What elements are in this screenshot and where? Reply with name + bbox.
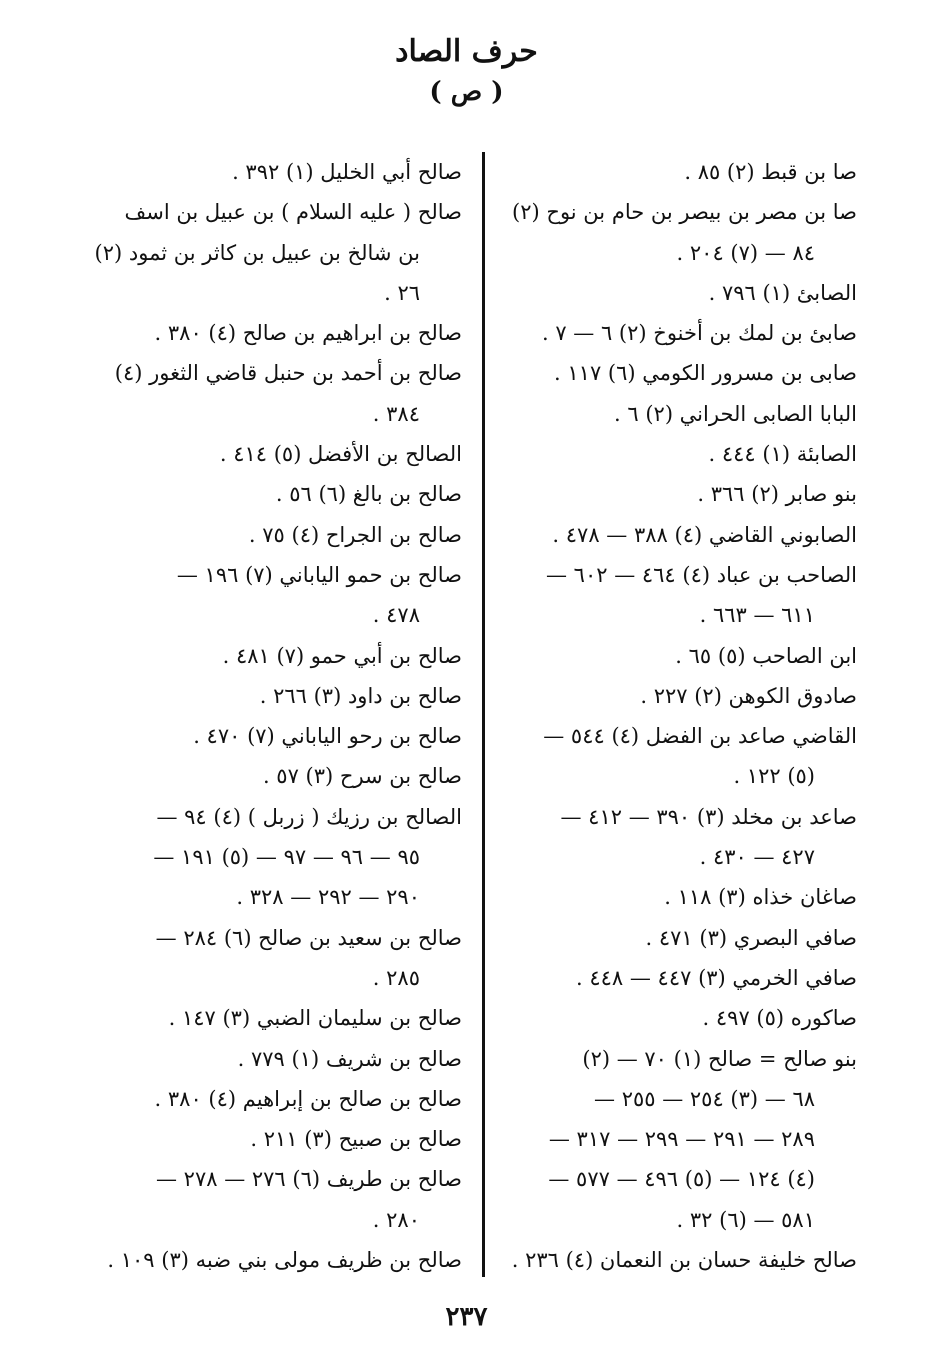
column-divider xyxy=(482,152,485,1277)
index-column-left xyxy=(94,152,462,1280)
index-entry-line: صافي البصري (٣) ٤٧١ . xyxy=(645,925,857,950)
index-entry-line: صابئ بن لمك بن أخنوخ (٢) ٦ — ٧ . xyxy=(541,321,857,346)
index-entry-line: صالح بن ظريف مولى بني ضبه (٣) ١٠٩ . xyxy=(107,1248,462,1273)
index-entry-line: ٢٦ . xyxy=(384,280,420,305)
index-entry-line: (٥) ١٢٢ . xyxy=(733,764,815,789)
index-entry-line: ٣٨٤ . xyxy=(372,401,420,426)
index-entry-line: ٦٨ — (٣) ٢٥٤ — ٢٥٥ — xyxy=(594,1086,815,1111)
index-entry-line: صادوق الكوهن (٢) ٢٢٧ . xyxy=(640,683,857,708)
index-entry-line: الصاحب بن عباد (٤) ٤٦٤ — ٦٠٢ — xyxy=(545,562,857,587)
index-entry-line: صاعد بن مخلد (٣) ٣٩٠ — ٤١٢ — xyxy=(560,804,857,829)
index-entry-line: ٢٩٠ — ٢٩٢ — ٣٢٨ . xyxy=(236,885,420,910)
index-entry-line: الصابئة (١) ٤٤٤ . xyxy=(708,442,857,467)
index-entry-line: صالح بن شريف (١) ٧٧٩ . xyxy=(237,1046,462,1071)
page-header xyxy=(0,30,933,110)
index-entry-line: صالح بن بالغ (٦) ٥٦ . xyxy=(275,482,462,507)
index-entry-line: بن شالخ بن عبيل بن كاثر بن ثمود (٢) xyxy=(94,240,420,265)
index-entry-line: صالح بن سعيد بن صالح (٦) ٢٨٤ — xyxy=(155,925,462,950)
index-entry-line: القاضي صاعد بن الفضل (٤) ٥٤٤ — xyxy=(543,724,857,749)
index-entry-line: صالح بن داود (٣) ٢٦٦ . xyxy=(259,683,462,708)
page-subtitle: ( ص ) xyxy=(429,77,504,107)
index-entry-line: صالح بن صبيح (٣) ٢١١ . xyxy=(250,1127,462,1152)
index-entry-line: صالح بن ابراهيم بن صالح (٤) ٣٨٠ . xyxy=(154,321,462,346)
index-entry-line: ٢٨٥ . xyxy=(372,965,420,990)
index-entry-line: صالح أبي الخليل (١) ٣٩٢ . xyxy=(232,160,462,184)
index-entry-line: ٦١١ — ٦٦٣ . xyxy=(699,603,815,628)
page-title: حرف الصاد xyxy=(395,34,538,69)
index-entry-line: صالح بن أبي حمو (٧) ٤٨١ . xyxy=(222,643,462,668)
index-entry-line: الصابئ (١) ٧٩٦ . xyxy=(708,280,857,305)
index-entry-line: صا بن قبط (٢) ٨٥ . xyxy=(684,160,857,184)
page-number: ٢٣٧ xyxy=(445,1302,488,1332)
index-entry-line: ٤٢٧ — ٤٣٠ . xyxy=(699,845,815,870)
index-entry-line: صالح بن الجراح (٤) ٧٥ . xyxy=(248,522,462,547)
index-entry-line: الصابوني القاضي (٤) ٣٨٨ — ٤٧٨ . xyxy=(552,522,857,547)
index-entry-line: ابن الصاحب (٥) ٦٥ . xyxy=(675,643,857,668)
index-entry-line: صاكوره (٥) ٤٩٧ . xyxy=(702,1006,857,1031)
index-entry-line: ٥٨١ — (٦) ٣٢ . xyxy=(676,1207,815,1232)
index-entry-line: صالح خليفة حسان بن النعمان (٤) ٢٣٦ . xyxy=(511,1248,857,1273)
index-entry-line: صاغان خذاه (٣) ١١٨ . xyxy=(664,885,857,910)
index-entry-line: البابا الصابى الحراني (٢) ٦ . xyxy=(614,401,857,426)
index-entry-line: صابى بن مسرور الكومي (٦) ١١٧ . xyxy=(554,361,857,386)
index-entry-line: صافي الخرمي (٣) ٤٤٧ — ٤٤٨ . xyxy=(575,965,857,990)
index-entry-line: صالح بن طريف (٦) ٢٧٦ — ٢٧٨ — xyxy=(155,1167,462,1192)
index-entry-line: صالح بن صالح بن إبراهيم (٤) ٣٨٠ . xyxy=(154,1086,462,1111)
index-entry-line: صا بن مصر بن بيصر بن حام بن نوح (٢) xyxy=(512,200,857,225)
index-entry-line: ٢٨٠ . xyxy=(372,1207,420,1232)
index-entry-line: (٤) ١٢٤ — (٥) ٤٩٦ — ٥٧٧ — xyxy=(548,1167,815,1192)
index-entry-line: ٩٥ — ٩٦ — ٩٧ — (٥) ١٩١ — xyxy=(153,845,420,870)
index-entry-line: ٨٤ — (٧) ٢٠٤ . xyxy=(676,240,815,265)
index-entry-line: بنو صالح = صالح (١) ٧٠ — (٢) xyxy=(582,1046,857,1071)
index-entry-line: صالح بن سرح (٣) ٥٧ . xyxy=(262,764,462,789)
index-entry-line: صالح بن حمو الياباني (٧) ١٩٦ — xyxy=(176,562,462,587)
index-entry-line: ٢٨٩ — ٢٩١ — ٢٩٩ — ٣١٧ — xyxy=(548,1127,815,1152)
index-entry-line: الصالح بن رزيك ( زربل ) (٤) ٩٤ — xyxy=(156,804,462,829)
index-entry-line: صالح بن أحمد بن حنبل قاضي الثغور (٤) xyxy=(114,361,462,386)
index-entry-line: بنو صابر (٢) ٣٦٦ . xyxy=(697,482,857,507)
index-entry-line: الصالح بن الأفضل (٥) ٤١٤ . xyxy=(219,442,462,467)
index-entry-line: صالح ( عليه السلام ) بن عبيل بن اسف xyxy=(124,200,462,225)
index-column-right xyxy=(502,152,857,1280)
index-entry-line: صالح بن سليمان الضبي (٣) ١٤٧ . xyxy=(168,1006,462,1031)
index-entry-line: صالح بن رحو الياباني (٧) ٤٧٠ . xyxy=(193,724,462,749)
index-entry-line: ٤٧٨ . xyxy=(372,603,420,628)
